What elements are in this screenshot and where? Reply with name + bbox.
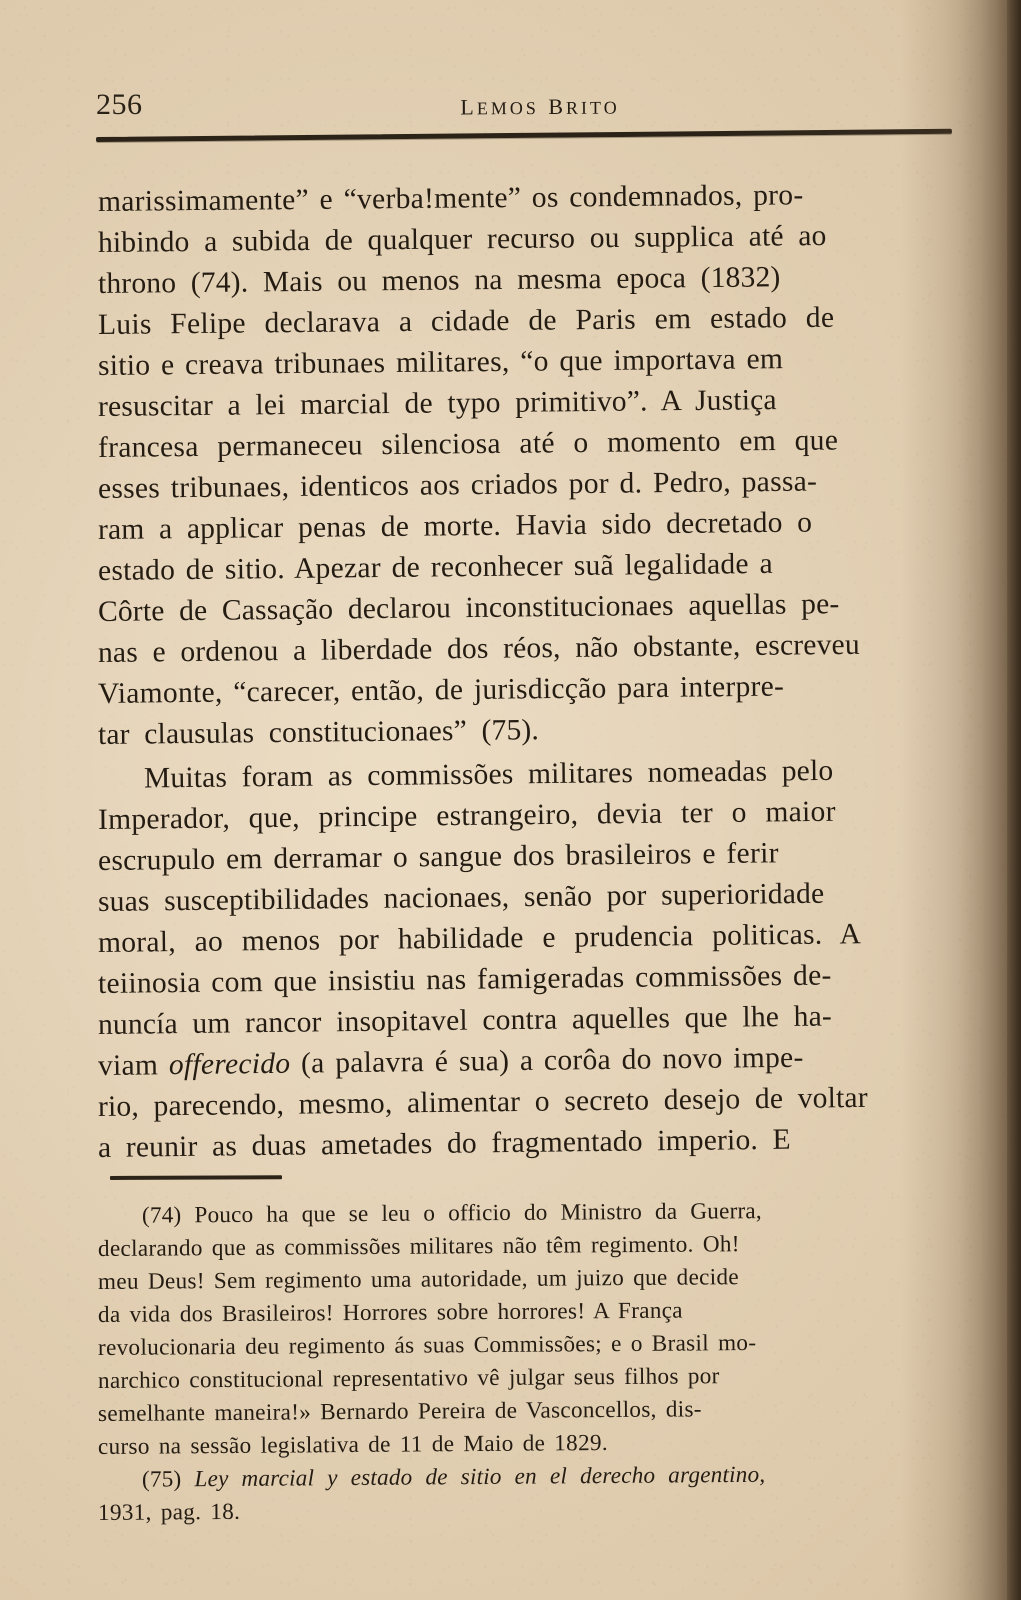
running-title-b: b bbox=[548, 85, 567, 121]
body-line: teiinosia com que insistiu nas famigeradas commissões de- bbox=[97, 959, 832, 1000]
body-line: Muitas foram as commissões militares nomeadas pelo bbox=[143, 754, 834, 795]
body-line: ram a applicar penas de morte. Havia sido decretado o bbox=[97, 506, 813, 546]
footnotes-block bbox=[98, 1200, 954, 1530]
page-number: 256 bbox=[96, 88, 143, 121]
body-text bbox=[97, 179, 954, 1169]
body-line: marissimamente” e “verba!mente” os condemnados, pro- bbox=[97, 179, 804, 218]
footnote-line: revolucionaria deu regimento ás suas Commissões; e o Brasil mo- bbox=[97, 1329, 757, 1361]
body-line: escrupulo em derramar o sangue dos brasileiros e ferir bbox=[97, 837, 779, 877]
body-line: sitio e creava tribunaes militares, “o que importava em bbox=[97, 343, 784, 382]
body-line: Côrte de Cassação declarou inconstitucionaes aquellas pe- bbox=[97, 588, 840, 628]
body-line: rio, parecendo, mesmo, alimentar o secreto desejo de voltar bbox=[97, 1081, 868, 1123]
body-line: Viamonte, “carecer, então, de jurisdicção para interpre- bbox=[97, 670, 785, 710]
body-line: suas susceptibilidades nacionaes, senão por superioridade bbox=[97, 877, 825, 918]
footnote-line: da vida dos Brasileiros! Horrores sobre horrores! A França bbox=[97, 1297, 683, 1328]
body-line: esses tribunaes, identicos aos criados por d. Pedro, passa- bbox=[97, 465, 818, 505]
running-title-rito: rito bbox=[565, 90, 620, 120]
footnote-line: (75) Ley marcial y estado de sitio en el derecho argentino, bbox=[141, 1461, 766, 1493]
body-line: nuncía um rancor insopitavel contra aquelles que lhe ha- bbox=[97, 1000, 833, 1041]
footnote-line: 1931, pag. 18. bbox=[97, 1498, 241, 1526]
body-line: resuscitar a lei marcial de typo primitivo”. A Justiça bbox=[97, 384, 777, 423]
body-line: hibindo a subida de qualquer recurso ou supplica até ao bbox=[97, 219, 827, 259]
footnote-line: curso na sessão legislativa de 11 de Maio de 1829. bbox=[97, 1430, 609, 1460]
footnote-line: (74) Pouco ha que se lеu o officio do Ministro da Guerra, bbox=[141, 1198, 762, 1229]
body-line: viam offerecido (a palavra é sua) a corôa do novo impe- bbox=[97, 1041, 804, 1082]
body-line: a reunir as duas ametades do fragmentado imperio. E bbox=[97, 1123, 791, 1164]
body-line: francesa permaneceu silenciosa até o momento em que bbox=[97, 424, 839, 464]
body-line: Luis Felipe declarava a cidade de Paris em estado de bbox=[97, 301, 835, 341]
footnote-line: meu Dеus! Sem regimento uma autoridade, um juizo que decide bbox=[97, 1264, 740, 1295]
footnote-separator-rule bbox=[110, 1175, 282, 1180]
footnote-line: declarando que as commissões militares não têm regimento. Oh! bbox=[97, 1231, 740, 1262]
running-title-emos: emos bbox=[476, 91, 539, 121]
body-line: estado de sitio. Apezar de reconhecer suã legalidade a bbox=[97, 547, 774, 587]
body-line: Imperador, que, principe estrangeiro, devia ter o maior bbox=[97, 795, 836, 836]
footnote-line: semelhante maneira!» Bernardo Pereira de Vasconcellos, dis- bbox=[97, 1396, 702, 1427]
body-line: tar clausulas constitucionaes” (75). bbox=[97, 714, 540, 751]
running-title bbox=[114, 83, 966, 124]
footnote-line: narchico constitucional representativo vê julgar seus filhos por bbox=[97, 1363, 720, 1394]
running-title-l: l bbox=[460, 86, 477, 122]
body-line: throno (74). Mais ou menos na mesma epoca (1832) bbox=[97, 261, 781, 300]
body-line: nas e ordenou a liberdade dos réos, não obstante, escreveu bbox=[97, 628, 860, 669]
body-line: moral, ao menos por habilidade e prudencia politicas. A bbox=[97, 918, 862, 959]
page-header bbox=[96, 86, 948, 132]
